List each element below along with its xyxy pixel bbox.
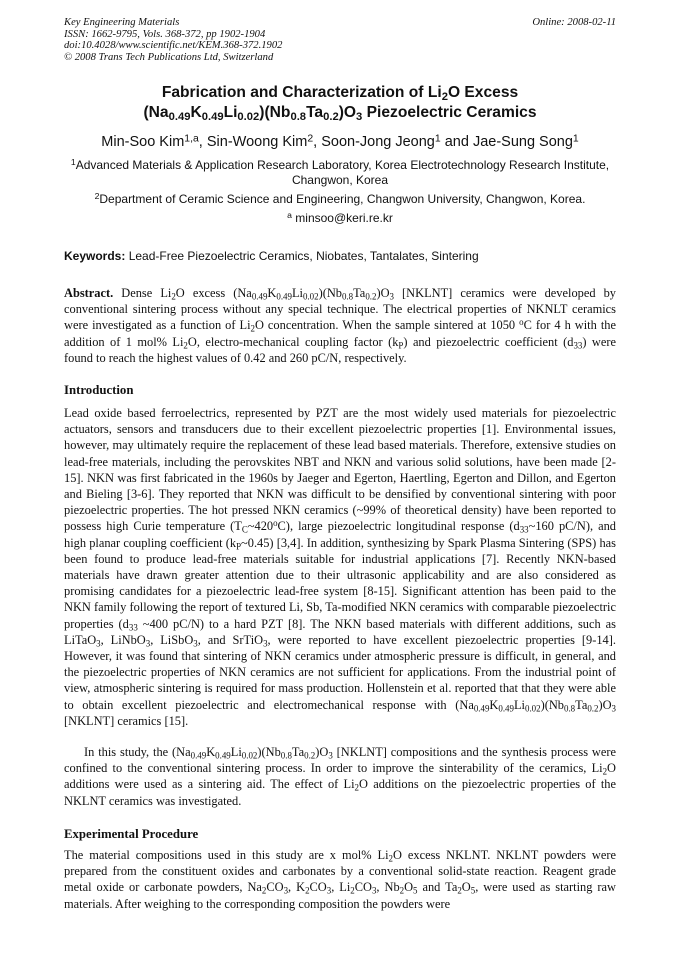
online-date: Online: 2008-02-11 bbox=[532, 17, 616, 28]
author-name: Jae-Sung Song bbox=[472, 134, 573, 150]
journal-header bbox=[64, 17, 282, 63]
experimental-paragraph-1: The material compositions used in this study are x mol% $Li_2O$ excess NKLNT. NKLNT powders were prepared from the constituent oxides and carbonates by a conventional solid-state reaction. Reagent grade metal oxide or carbonate powders, $Na_2CO_3$, $K_2CO_3$, $Li_2CO_3$, $Nb_2O_5$ and $Ta_2O_5$, were used as starting raw materials. After weighing to the corresponding composition the powders were bbox=[64, 848, 616, 911]
author-affiliation-mark: 2 bbox=[307, 133, 314, 145]
author-affiliation-mark: 1 bbox=[572, 133, 579, 145]
author-affiliation-mark: 1,a bbox=[184, 133, 199, 145]
title-line-2: $(Na_{0.49}K_{0.49}Li_{0.02})(Nb_{0.8}Ta_{0.2})O_3$ Piezoelectric Ceramics bbox=[143, 104, 537, 124]
paper-title bbox=[64, 83, 616, 123]
author-email: $^a$ minsoo@keri.re.kr bbox=[287, 210, 393, 225]
introduction-heading: Introduction bbox=[64, 383, 134, 397]
affiliation-2: $^2$Department of Ceramic Science and Engineering, Changwon University, Changwon, Korea. bbox=[94, 191, 586, 206]
experimental-heading: Experimental Procedure bbox=[64, 827, 199, 841]
issn-line: ISSN: 1662-9795, Vols. 368-372, pp 1902-1904 bbox=[64, 28, 266, 40]
author-list: Min-Soo Kim$^{1,a}$, Sin-Woong Kim$^2$, Soon-Jong Jeong$^1$ and Jae-Sung Song$^1$ bbox=[101, 133, 579, 150]
email-link[interactable]: minsoo@keri.re.kr bbox=[295, 211, 393, 225]
keywords-text: Lead-Free Piezoelectric Ceramics, Niobates, Tantalates, Sintering bbox=[128, 249, 479, 263]
author-affiliation-mark: 1 bbox=[434, 133, 441, 145]
title-line-1: Fabrication and Characterization of $Li_2O$ Excess bbox=[161, 84, 519, 104]
doi-line[interactable]: doi:10.4028/www.scientific.net/KEM.368-372.1902 bbox=[64, 40, 283, 52]
keywords-label: Keywords: bbox=[64, 249, 126, 263]
keywords bbox=[64, 249, 616, 264]
affiliation-1: $^1$Advanced Materials & Application Research Laboratory, Korea Electrotechnology Research Institute, Changwon, Korea bbox=[70, 157, 610, 187]
introduction-paragraph-1: Lead oxide based ferroelectrics, represented by PZT are the most widely used materials for piezoelectric actuators, sensors and transducers due to their excellent piezoelectric properties [1]. Environmental issues, however, may ultimately require the replacement of these lead based materials. Therefore, extensive studies on lead-free materials, including the perovskites NBT and NKN and various solid solutions, have been made [2-15]. NKN was first fabricated in the 1960s by Jaeger and Egerton, Haertling, Egerton and Dillon, and Egerton and Bieling [3-6]. They reported that NKN was difficult to be densified by conventional sintering with poor piezoelectric properties. The hot pressed NKN ceramics (~99% of theoretical density) have been reported to possess high Curie temperature $(T_C\sim 420^oC)$, large piezoelectric longitudinal response ($d_{33}\sim 160$ pC/N), and high planar coupling coefficient $(k_P\sim 0.45)$ [3,4]. In addition, synthesizing by Spark Plasma Sintering (SPS) has been found to produce lead-free materials suitable for industrial applications [7]. Recently NKN-based materials have drawn greater attention due to their ultrasonic applicability and are also considered as promising candidates for a piezoelectric lead-free system [8-15]. Significant attention has been paid to the NKN family following the report of textured Li, Sb, Ta-modified NKN ceramics with comparable piezoelectric properties ($d_{33}$ ~400 pC/N) to a hard PZT [8]. The NKN based materials with different additions, such as LiTaO$_3$, LiNbO$_3$, LiSbO$_3$, and SrTiO$_3$, were reported to have excellent piezoelectric properties [9-14]. However, it was found that sintering of NKN ceramics under atmospheric pressure is difficult, in general, and the piezoelectric properties of NKN ceramics are not sufficient for applications. From the industrial point of view, atmospheric sintering is required for mass production. Hollenstein et al. reported that that they were able to obtain excellent piezoelectric and electromechanical response with $(Na_{0.49}K_{0.49}Li_{0.02})(Nb_{0.8}Ta_{0.2})O_3$ [NKLNT] ceramics [15]. bbox=[64, 406, 617, 728]
introduction-paragraph-2: In this study, the $(Na_{0.49}K_{0.49}Li_{0.02})(Nb_{0.8}Ta_{0.2})O_3$ [NKLNT] compositions and the synthesis process were confined to the conventional sintering process. In order to improve the sinterability of the ceramics, $Li_2O$ additions were used as a sintering aid. The effect of $Li_2O$ additions on the piezoelectric properties of the NKLNT ceramics was investigated. bbox=[64, 745, 617, 808]
copyright-line: © 2008 Trans Tech Publications Ltd, Switzerland bbox=[64, 51, 274, 63]
author-name: Min-Soo Kim bbox=[101, 134, 185, 150]
abstract-label: Abstract. bbox=[64, 286, 114, 300]
abstract-paragraph: Abstract. Dense $Li_2O$ excess $(Na_{0.49}K_{0.49}Li_{0.02})(Nb_{0.8}Ta_{0.2})O_3$ [NKLNT] ceramics were developed by conventional sintering process without any special technique. The electrical properties of NKNLT ceramics were investigated as a function of $Li_2O$ concentration. When the sample sintered at 1050 $^o$C for 4 h with the addition of 1 mol% $Li_2O$, electro-mechanical coupling factor $(k_P)$ and piezoelectric coefficient $(d_{33})$ were found to reach the highest values of 0.42 and 260 pC/N, respectively. bbox=[64, 286, 616, 365]
journal-name: Key Engineering Materials bbox=[64, 17, 180, 28]
author-name: Soon-Jong Jeong bbox=[321, 134, 435, 150]
author-name: Sin-Woong Kim bbox=[206, 134, 308, 150]
